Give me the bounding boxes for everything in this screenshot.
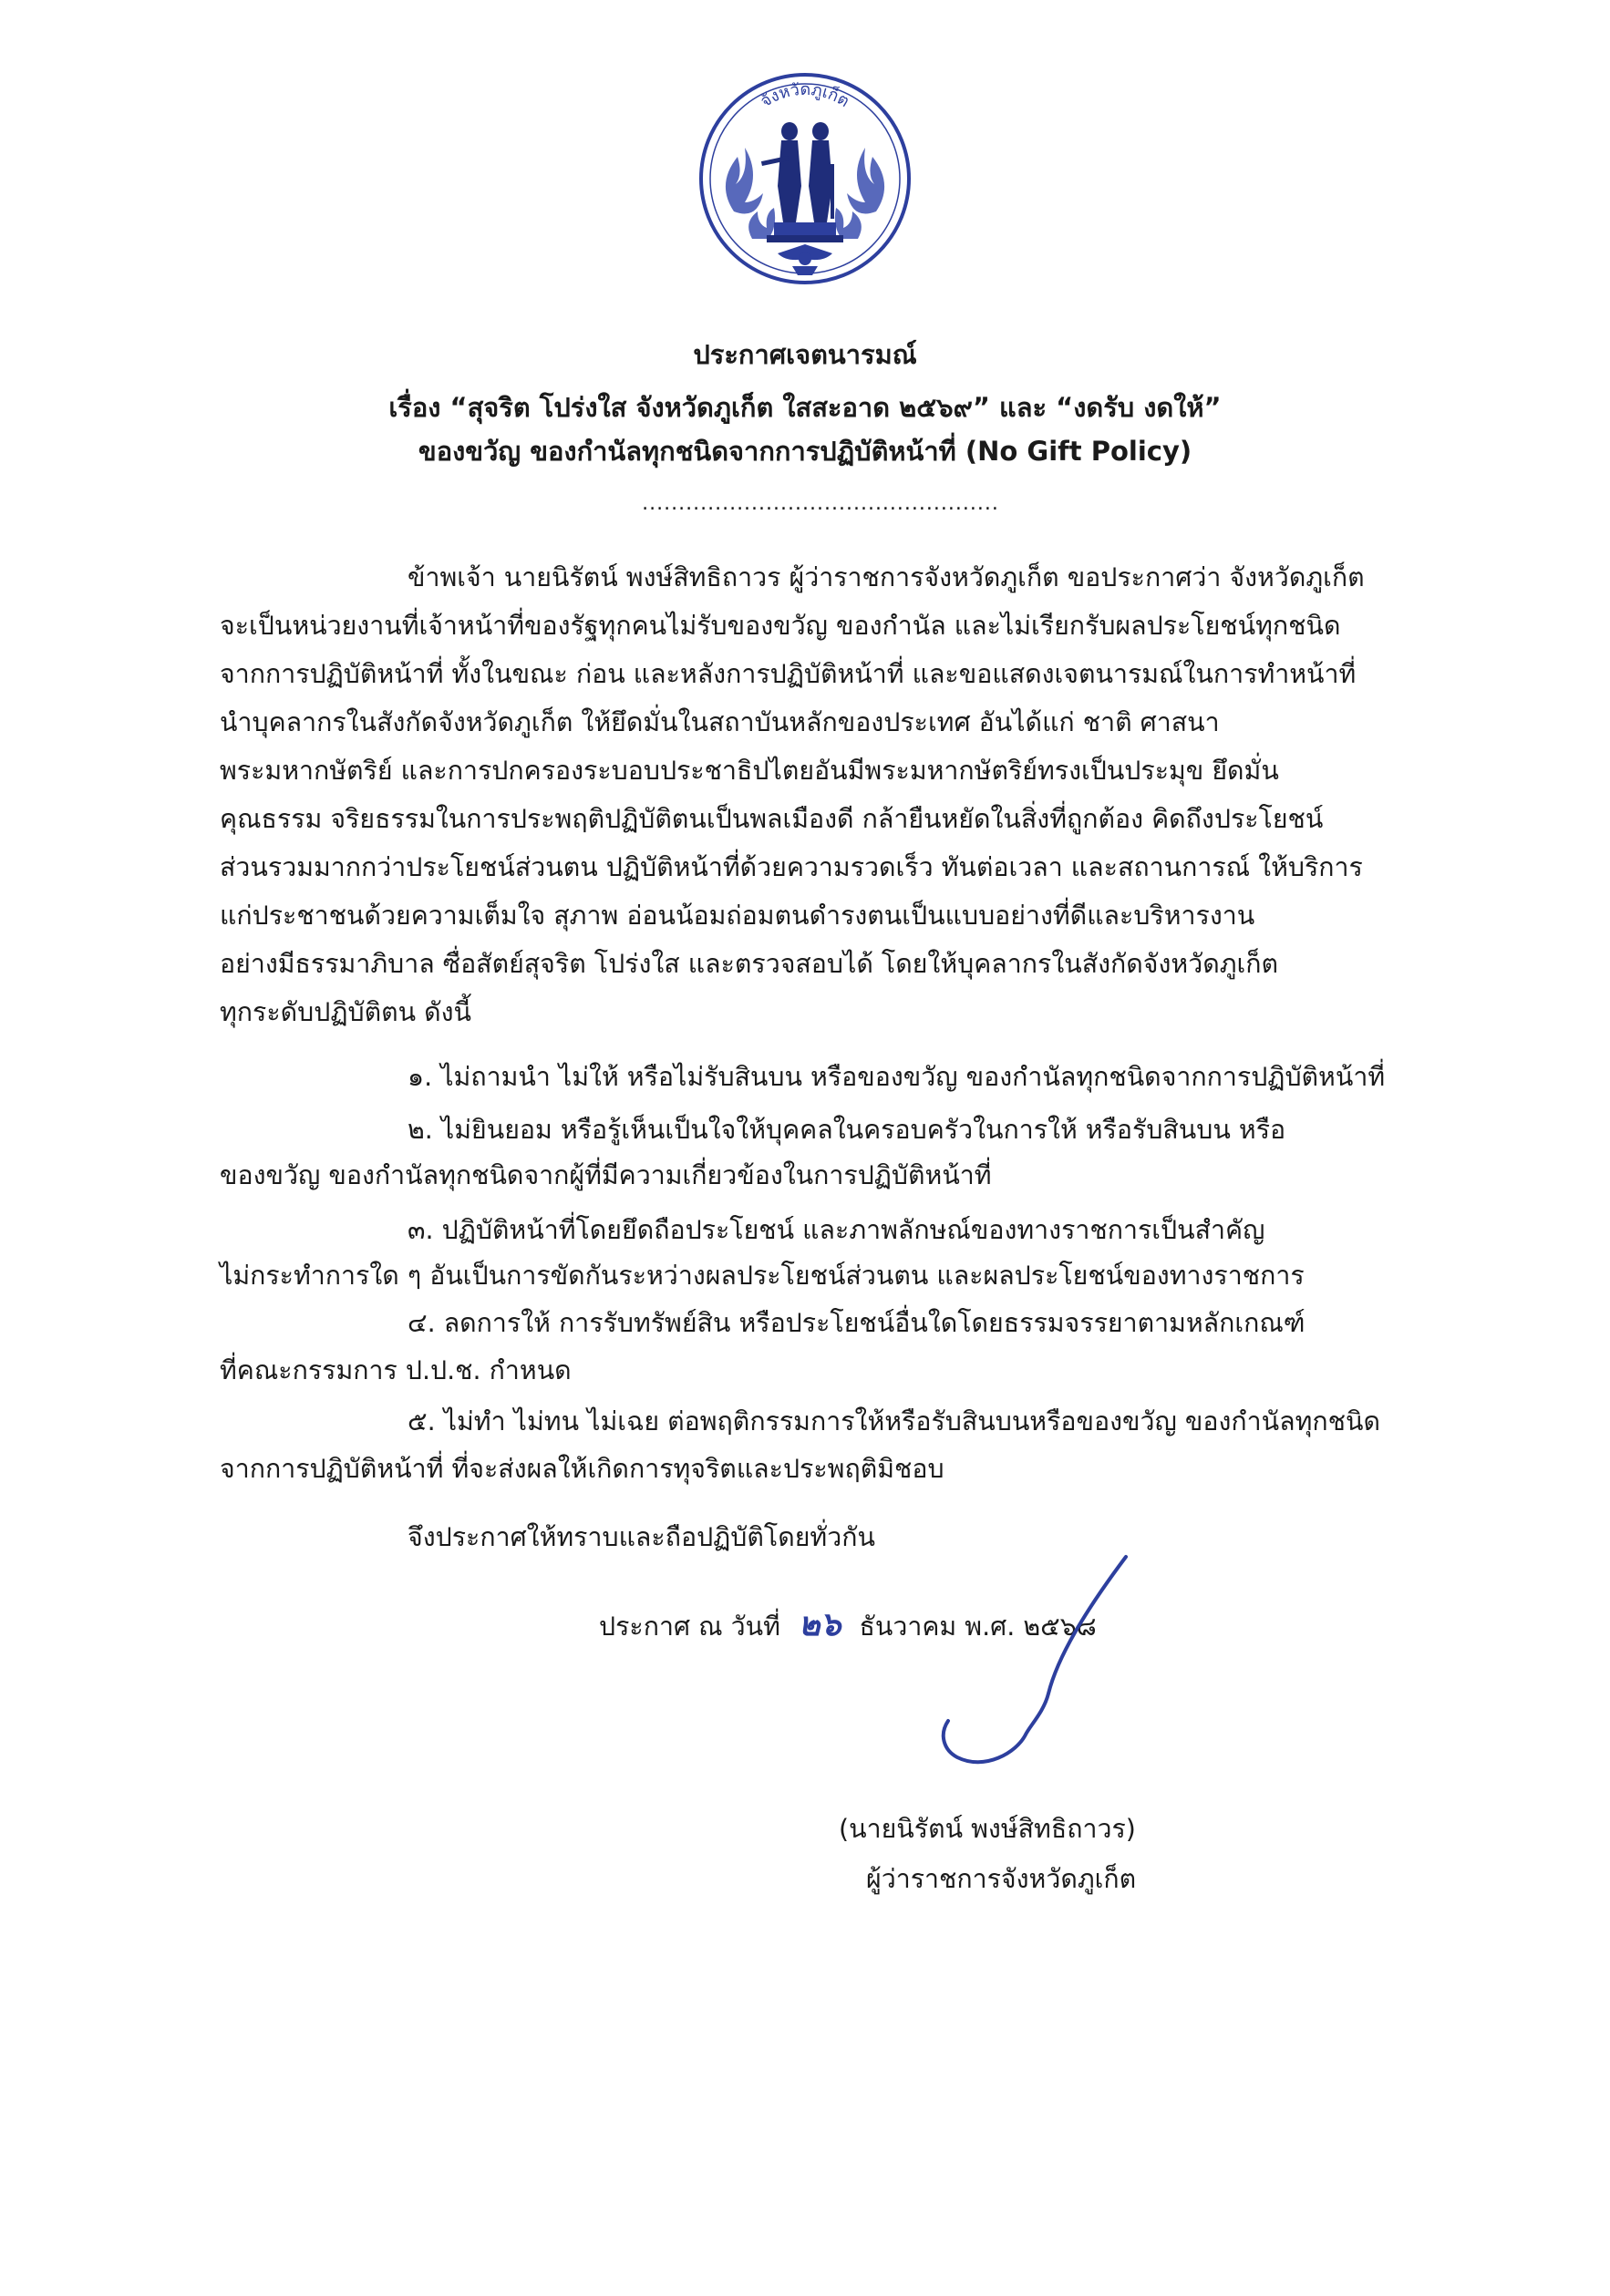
phuket-province-seal <box>697 57 913 301</box>
list-item-5-cont: จากการปฏิบัติหน้าที่ ที่จะส่งผลให้เกิดการทุจริตและประพฤติมิชอบ <box>220 1454 944 1484</box>
body-line: แก่ประชาชนด้วยความเต็มใจ สุภาพ อ่อนน้อมถ่อมตนดำรงตนเป็นแบบอย่างที่ดีและบริหารงาน <box>220 901 1255 931</box>
body-line: ข้าพเจ้า นายนิรัตน์ พงษ์สิทธิถาวร ผู้ว่าราชการจังหวัดภูเก็ต ขอประกาศว่า จังหวัดภูเก็ต <box>408 562 1365 592</box>
list-item-2: ๒. ไม่ยินยอม หรือรู้เห็นเป็นใจให้บุคคลในครอบครัวในการให้ หรือรับสินบน หรือ <box>408 1115 1286 1145</box>
signatory-position: ผู้ว่าราชการจังหวัดภูเก็ต <box>866 1864 1137 1894</box>
list-item-3-cont: ไม่กระทำการใด ๆ อันเป็นการขัดกันระหว่างผลประโยชน์ส่วนตน และผลประโยชน์ของทางราชการ <box>220 1261 1305 1291</box>
list-item-1: ๑. ไม่ถามนำ ไม่ให้ หรือไม่รับสินบน หรือของขวัญ ของกำนัลทุกชนิดจากการปฏิบัติหน้าที่ <box>408 1062 1386 1092</box>
body-line: นำบุคลากรในสังกัดจังหวัดภูเก็ต ให้ยึดมั่นในสถาบันหลักของประเทศ อันได้แก่ ชาติ ศาสนา <box>220 707 1220 737</box>
announcement-subject-line2: ของขวัญ ของกำนัลทุกชนิดจากการปฏิบัติหน้าที่ (No Gift Policy) <box>418 436 1192 467</box>
svg-text:จังหวัดภูเก็ต <box>758 80 853 111</box>
date-rest: ธันวาคม พ.ศ. ๒๕๖๘ <box>859 1611 1097 1642</box>
date-prefix: ประกาศ ณ วันที่ <box>599 1611 780 1642</box>
body-line: พระมหากษัตริย์ และการปกครองระบอบประชาธิปไตยอันมีพระมหากษัตริย์ทรงเป็นประมุข ยึดมั่น <box>220 756 1279 786</box>
seal-text: จังหวัดภูเก็ต <box>757 79 853 112</box>
body-line: ส่วนรวมมากกว่าประโยชน์ส่วนตน ปฏิบัติหน้าที่ด้วยความรวดเร็ว ทันต่อเวลา และสถานการณ์ ให้บริการ <box>220 852 1363 882</box>
body-line: คุณธรรม จริยธรรมในการประพฤติปฏิบัติตนเป็นพลเมืองดี กล้ายืนหยัดในสิ่งที่ถูกต้อง คิดถึงประโยชน์ <box>220 804 1324 834</box>
closing-statement: จึงประกาศให้ทราบและถือปฏิบัติโดยทั่วกัน <box>408 1522 875 1552</box>
signatory-name: (นายนิรัตน์ พงษ์สิทธิถาวร) <box>839 1814 1136 1844</box>
list-item-4-cont: ที่คณะกรรมการ ป.ป.ช. กำหนด <box>220 1355 572 1385</box>
separator-dots: ................................................. <box>642 492 999 515</box>
list-item-2-cont: ของขวัญ ของกำนัลทุกชนิดจากผู้ที่มีความเกี่ยวข้องในการปฏิบัติหน้าที่ <box>220 1160 992 1190</box>
body-line: จะเป็นหน่วยงานที่เจ้าหน้าที่ของรัฐทุกคนไม่รับของขวัญ ของกำนัล และไม่เรียกรับผลประโยชน์ทุกชนิด <box>220 611 1341 641</box>
list-item-3: ๓. ปฏิบัติหน้าที่โดยยึดถือประโยชน์ และภาพลักษณ์ของทางราชการเป็นสำคัญ <box>408 1215 1265 1245</box>
list-item-4: ๔. ลดการให้ การรับทรัพย์สิน หรือประโยชน์อื่นใดโดยธรรมจรรยาตามหลักเกณฑ์ <box>408 1308 1306 1338</box>
announcement-subject: เรื่อง “สุจริต โปร่งใส จังหวัดภูเก็ต ใสสะอาด ๒๕๖๙” และ “งดรับ งดให้” <box>388 392 1222 423</box>
body-line: อย่างมีธรรมาภิบาล ซื่อสัตย์สุจริต โปร่งใส และตรวจสอบได้ โดยให้บุคลากรในสังกัดจังหวัดภูเก็ต <box>220 949 1278 979</box>
date-day-handwritten: ๒๖ <box>798 1606 841 1643</box>
body-line: ทุกระดับปฏิบัติตน ดังนี้ <box>220 997 472 1027</box>
handwritten-signature <box>921 1548 1158 1785</box>
announcement-title: ประกาศเจตนารมณ์ <box>693 339 917 370</box>
list-item-5: ๕. ไม่ทำ ไม่ทน ไม่เฉย ต่อพฤติกรรมการให้หรือรับสินบนหรือของขวัญ ของกำนัลทุกชนิด <box>408 1406 1380 1436</box>
body-line: จากการปฏิบัติหน้าที่ ทั้งในขณะ ก่อน และหลังการปฏิบัติหน้าที่ และขอแสดงเจตนารมณ์ในการทำหน้าที่ <box>220 659 1357 689</box>
